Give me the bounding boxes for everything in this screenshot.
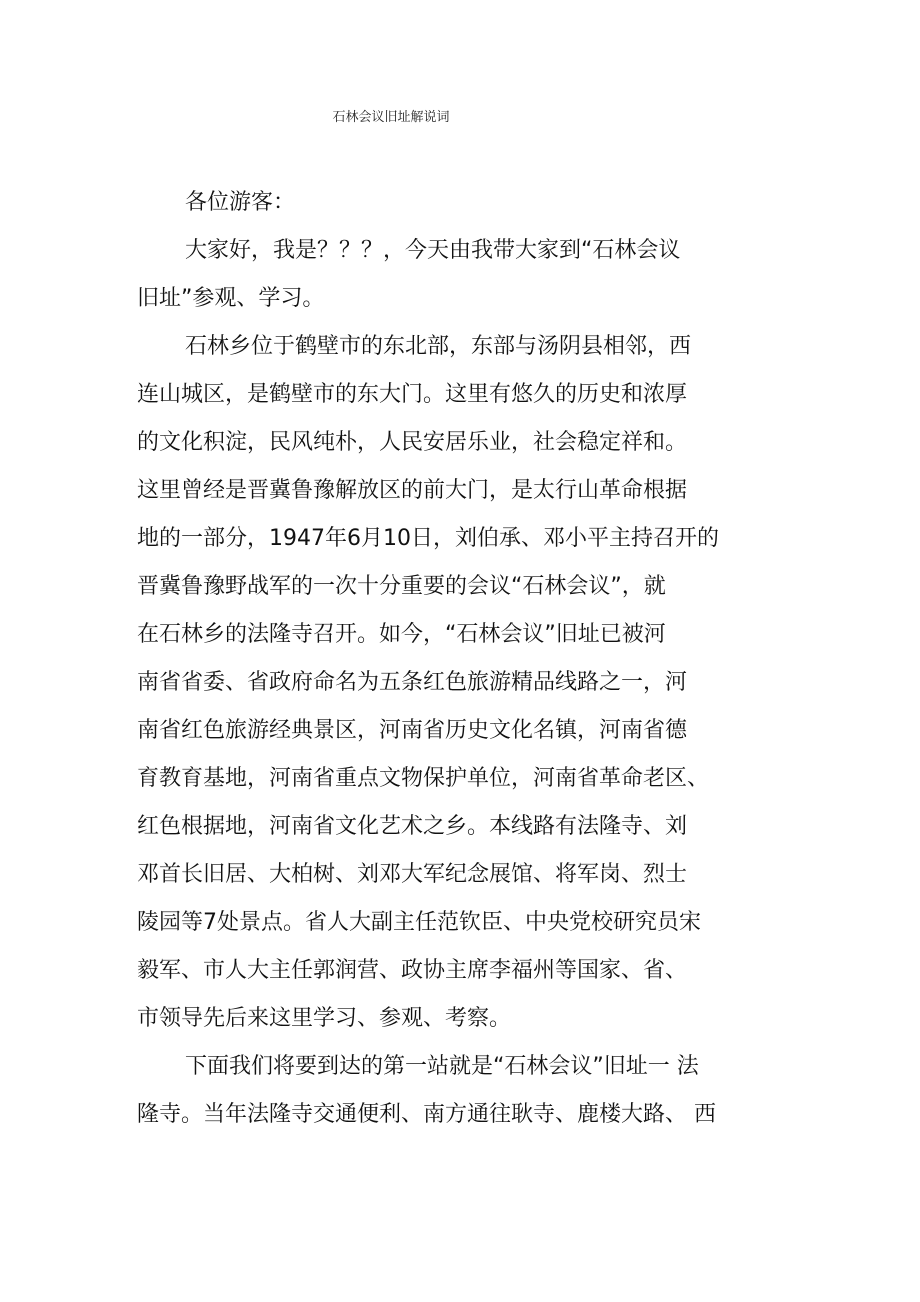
text-line: 下面我们将要到达的第一站就是“石林会议”旧址一 法 <box>185 1054 699 1079</box>
text-line: 大家好，我是？？？，今天由我带大家到“石林会议 <box>185 238 681 263</box>
text-line: 邓首长旧居、大柏树、刘邓大军纪念展馆、将军岗、烈士 <box>137 862 688 887</box>
text-line: 南省红色旅游经典景区，河南省历史文化名镇，河南省德 <box>137 718 688 743</box>
text-line: 红色根据地，河南省文化艺术之乡。本线路有法隆寺、刘 <box>137 814 688 839</box>
text-line: 旧址”参观、学习。 <box>137 286 325 311</box>
text-line: 毅军、市人大主任郭润营、政协主席李福州等国家、省、 <box>137 958 688 983</box>
text-line: 这里曾经是晋冀鲁豫解放区的前大门，是太行山革命根据 <box>137 478 688 503</box>
text-line-salutation: 各位游客： <box>185 190 296 215</box>
text-line: 石林乡位于鹤壁市的东北部，东部与汤阴县相邻，西 <box>185 334 692 359</box>
text-line: 地的一部分，1947年6月10日，刘伯承、邓小平主持召开的 <box>137 526 719 551</box>
text-line: 晋冀鲁豫野战军的一次十分重要的会议“石林会议”，就 <box>137 574 666 599</box>
text-line: 育教育基地，河南省重点文物保护单位，河南省革命老区、 <box>137 766 710 791</box>
text-line: 的文化积淀，民风纯朴，人民安居乐业，社会稳定祥和。 <box>137 430 688 455</box>
text-line: 在石林乡的法隆寺召开。如今，“石林会议”旧址已被河 <box>137 622 666 647</box>
text-line: 陵园等7处景点。省人大副主任范钦臣、中央党校研究员宋 <box>137 910 701 935</box>
text-line: 南省省委、省政府命名为五条红色旅游精品线路之一，河 <box>137 670 688 695</box>
text-line: 市领导先后来这里学习、参观、考察。 <box>137 1006 512 1031</box>
text-line: 隆寺。当年法隆寺交通便利、南方通往耿寺、鹿楼大路、 西 <box>137 1102 716 1127</box>
text-line: 连山城区，是鹤壁市的东大门。这里有悠久的历史和浓厚 <box>137 382 688 407</box>
document-title: 石林会议旧址解说词 <box>332 110 450 125</box>
